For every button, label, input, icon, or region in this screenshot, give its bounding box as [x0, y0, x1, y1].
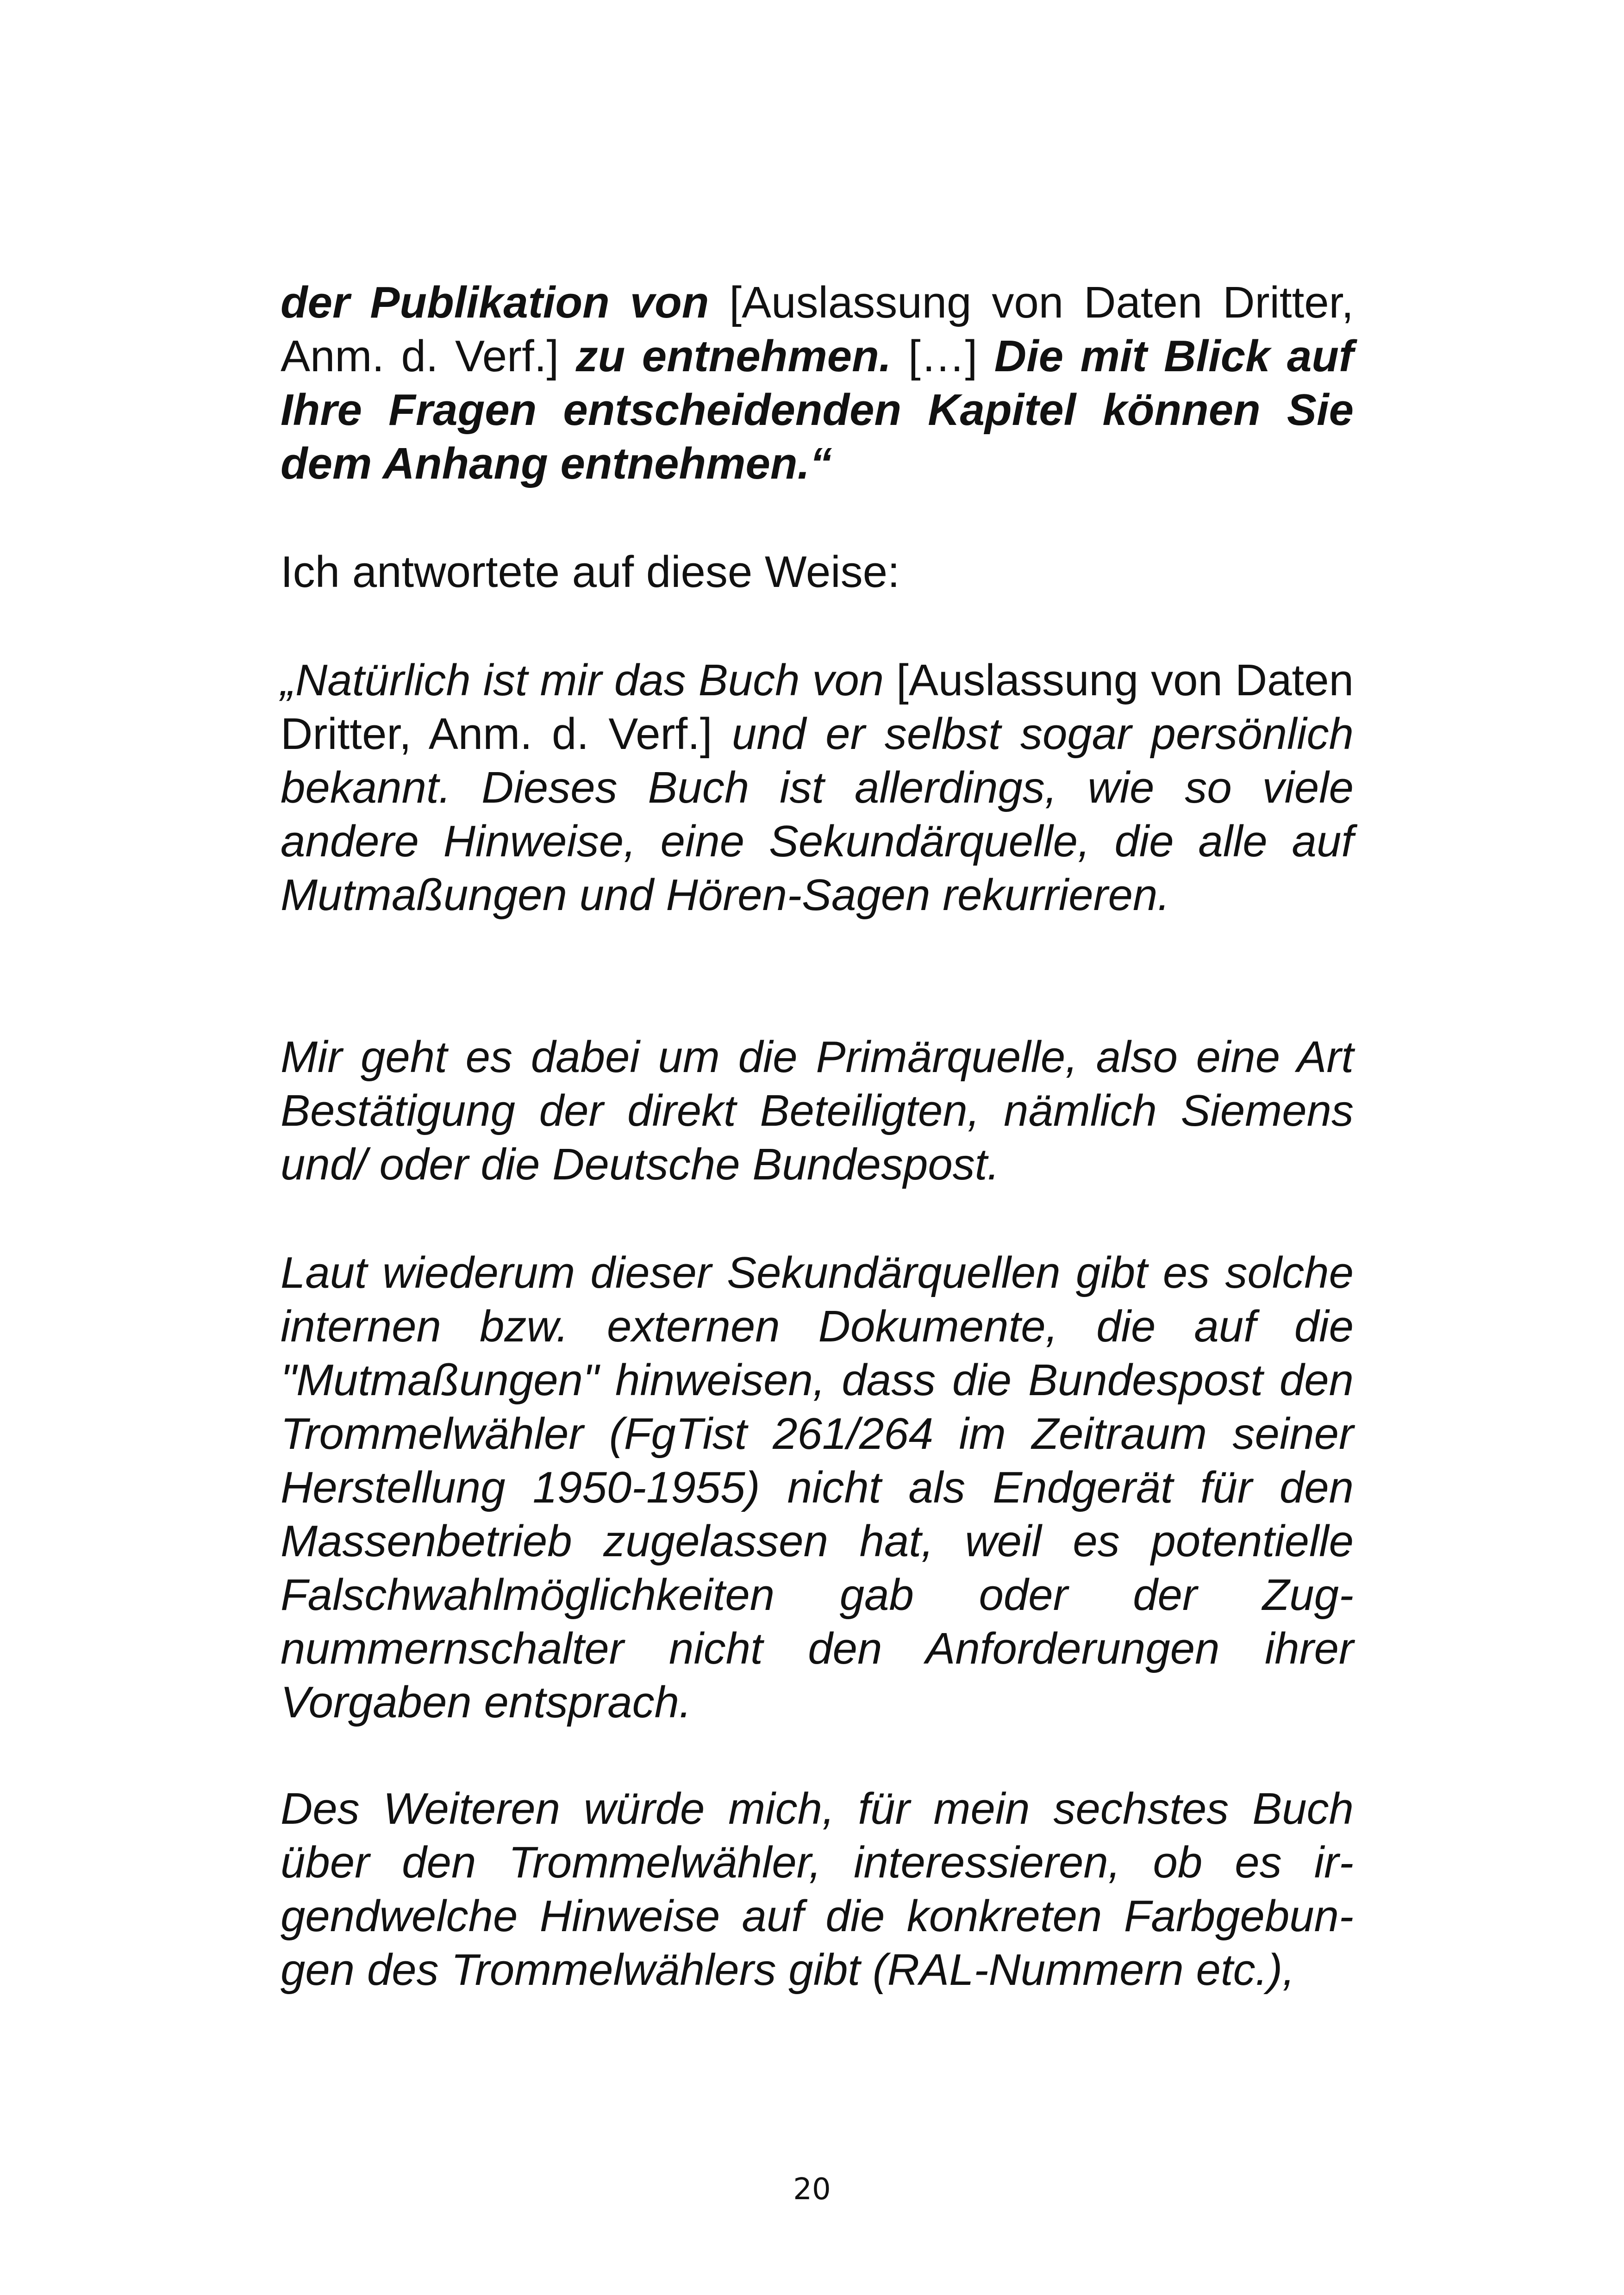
text-bold-italic: zu entnehmen. — [575, 331, 892, 381]
text-ellipsis-note: […] — [891, 331, 994, 381]
paragraph-intro: Ich antwortete auf diese Weise: — [281, 547, 900, 597]
text-bold-italic: Die mit Blick auf Ihre Fragen entscheidenden Kapitel können Sie dem Anhang entnehmen.“ — [281, 331, 1354, 488]
text-italic: und er selbst sogar persönlich bekannt. Dieses Buch ist allerdings, wie so viele andere Hinweise, eine Sekundärquelle, die alle auf Mutmaßungen und Hören-Sagen rekurrieren. — [281, 709, 1354, 920]
text-bold-italic: der Publikation von — [281, 278, 709, 327]
page-number: 20 — [793, 2172, 831, 2207]
paragraph-reply-4: Des Weiteren würde mich, für mein sechstes Buch über den Trommelwähler, interessieren, ob es irgendwelche Hinweise auf die konkreten Farbgebungen des Trommelwählers gibt (RAL-Nummern etc.), — [281, 1784, 1354, 1995]
paragraph-reply-3: Laut wiederum dieser Sekundärquellen gibt es solche internen bzw. externen Dokumente, die auf die "Mutmaßungen" hinweisen, dass die Bundespost den Trommelwähler (FgTist 261/264 im Zeitraum seiner Herstellung 1950-1955) nicht als Endgerät für den Massenbetrieb zugelassen hat, weil es potentielle Falschwahlmöglichkeiten gab oder der Zugnummernschalter nicht den Anforderungen ihrer Vorgaben entsprach. — [281, 1248, 1354, 1727]
paragraph-quote-end — [281, 276, 1354, 491]
text-editor-note: [Auslassung von Daten Dritter, Anm. d. Verf.] — [281, 655, 1354, 759]
text-italic: „Natürlich ist mir das Buch von — [281, 655, 884, 705]
text-editor-note: [Auslassung von Daten Dritter, Anm. d. Verf.] — [281, 278, 1354, 381]
paragraph-reply-2: Mir geht es dabei um die Primärquelle, also eine Art Bestätigung der direkt Beteiligten, nämlich Siemens und/ oder die Deutsche Bundespost. — [281, 1032, 1354, 1189]
paragraph-reply-1 — [281, 654, 1354, 922]
